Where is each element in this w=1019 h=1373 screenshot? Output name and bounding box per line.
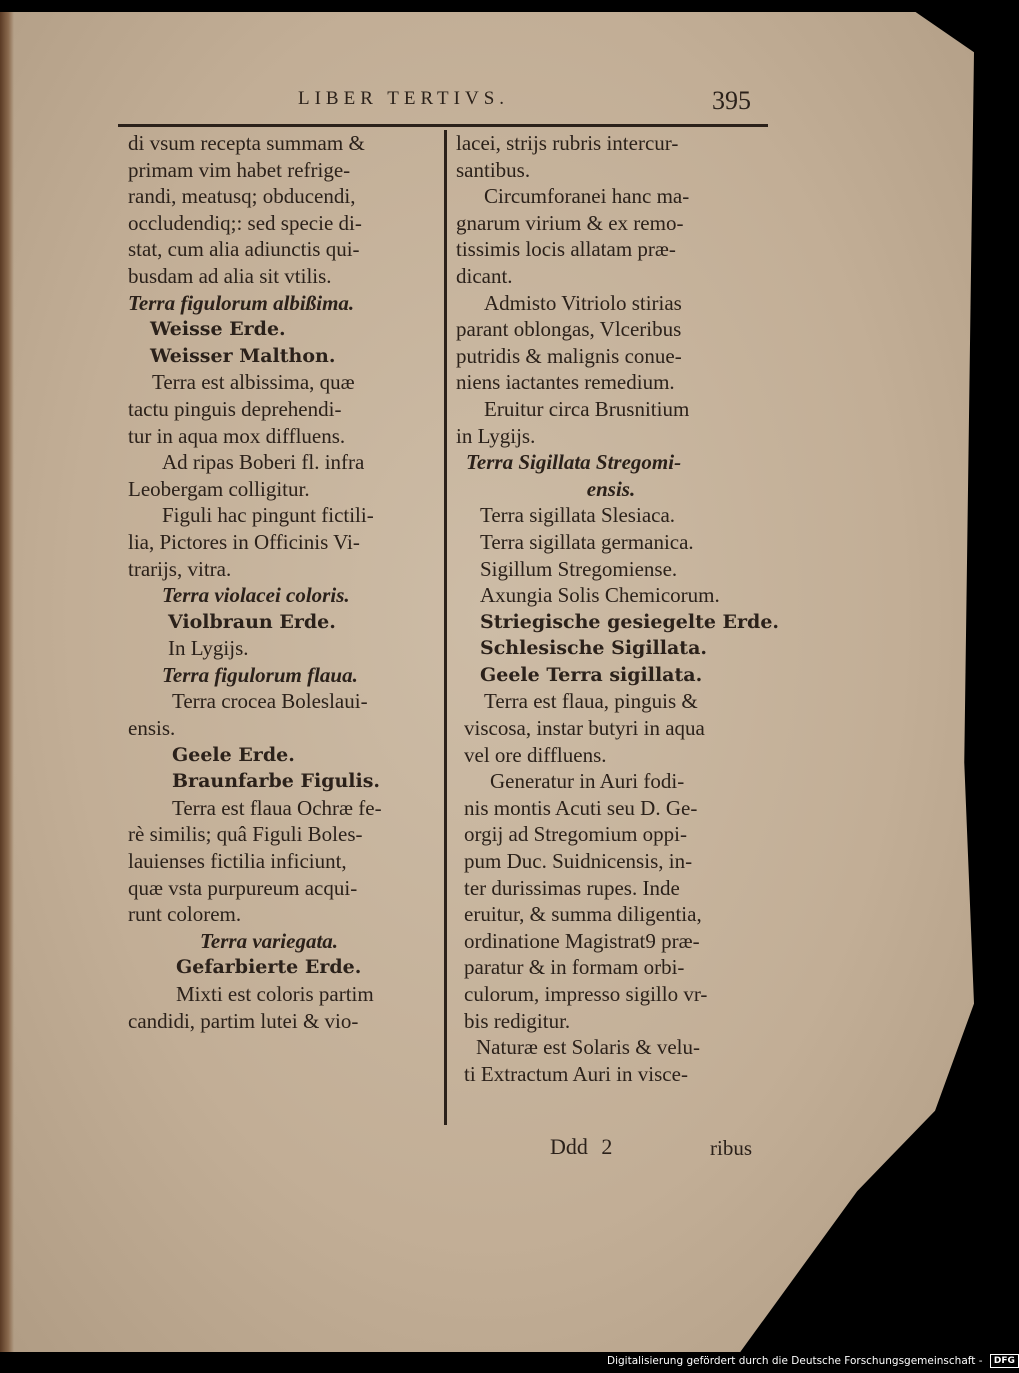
text-line: In Lygijs.	[168, 636, 249, 661]
text-line: randi, meatusq; obducendi,	[128, 184, 356, 209]
text-line: Leobergam colligitur.	[128, 476, 310, 501]
text-line: ensis.	[128, 716, 176, 741]
text-line: Terra est flaua Ochræ fe-	[172, 795, 382, 820]
section-heading: ensis.	[586, 476, 636, 501]
section-heading: Terra Sigillata Stregomi-	[466, 450, 682, 475]
german-name: Violbraun Erde.	[168, 610, 336, 633]
german-name: Weisser Malthon.	[150, 344, 336, 367]
text-line: lauienses fictilia inficiunt,	[128, 849, 347, 874]
text-line: runt colorem.	[128, 902, 242, 927]
text-line: lia, Pictores in Officinis Vi-	[128, 529, 360, 554]
text-line: busdam ad alia sit vtilis.	[128, 263, 332, 288]
text-line: pum Duc. Suidnicensis, in-	[464, 849, 693, 874]
signature-mark: Ddd 2	[550, 1134, 613, 1159]
text-line: Ad ripas Boberi fl. infra	[162, 450, 365, 475]
text-line: Eruitur circa Brusnitium	[484, 396, 690, 421]
funding-footer	[607, 1354, 1019, 1368]
text-line: gnarum virium & ex remo-	[456, 210, 684, 235]
text-line: santibus.	[456, 157, 531, 182]
header-rule	[118, 124, 768, 127]
german-name: Striegische gesiegelte Erde.	[480, 610, 780, 633]
funding-note: Digitalisierung gefördert durch die Deutsche Forschungsgemeinschaft -	[607, 1355, 983, 1367]
text-line: Circumforanei hanc ma-	[484, 184, 690, 209]
text-line: Naturæ est Solaris & velu-	[476, 1035, 700, 1060]
text-line: tissimis locis allatam præ-	[456, 237, 676, 262]
text-line: ordinatione Magistrat9 præ-	[464, 928, 700, 953]
text-line: bis redigitur.	[464, 1008, 571, 1033]
text-line: stat, cum alia adiunctis qui-	[128, 237, 360, 262]
text-line: tur in aqua mox diffluens.	[128, 423, 346, 448]
text-line: culorum, impresso sigillo vr-	[464, 982, 708, 1006]
text-line: di vsum recepta summam &	[128, 131, 365, 155]
dfg-logo-icon: DFG	[990, 1354, 1019, 1368]
text-line: ter durissimas rupes. Inde	[464, 875, 680, 900]
text-line: rè similis; quâ Figuli Boles-	[128, 822, 363, 847]
text-line: candidi, partim lutei & vio-	[128, 1008, 359, 1033]
text-line: tactu pinguis deprehendi-	[128, 396, 342, 421]
text-line: Mixti est coloris partim	[176, 982, 374, 1006]
text-line: eruitur, & summa diligentia,	[464, 902, 702, 927]
text-line: putridis & malignis conue-	[456, 343, 682, 368]
synonym-line: Sigillum Stregomiense.	[480, 556, 678, 581]
text-line: ti Extractum Auri in visce-	[464, 1061, 688, 1086]
running-head: LIBER TERTIVS.	[298, 88, 510, 109]
text-line: Admisto Vitriolo stirias	[484, 290, 682, 315]
text-line: Terra est albissima, quæ	[152, 370, 355, 395]
text-line: nis montis Acuti seu D. Ge-	[464, 795, 698, 820]
text-line: in Lygijs.	[456, 423, 536, 448]
german-name: Schlesische Sigillata.	[480, 637, 707, 660]
text-line: niens iactantes remedium.	[456, 370, 675, 395]
section-heading: Terra figulorum flaua.	[162, 662, 358, 687]
text-line: dicant.	[456, 263, 513, 288]
text-line: occludendiq;: sed specie di-	[128, 210, 362, 235]
page-number: 395	[712, 86, 751, 115]
text-line: trarijs, vitra.	[128, 556, 232, 581]
german-name: Geele Erde.	[172, 743, 295, 766]
text-line: paratur & in formam orbi-	[464, 955, 685, 980]
left-column	[128, 130, 448, 1034]
text-line: primam vim habet refrige-	[128, 157, 351, 182]
german-name: Geele Terra sigillata.	[480, 663, 703, 686]
text-line: parant oblongas, Vlceribus	[456, 317, 682, 342]
synonym-line: Axungia Solis Chemicorum.	[480, 583, 720, 608]
text-line: Terra est flaua, pinguis &	[484, 689, 698, 714]
text-line: orgij ad Stregomium oppi-	[464, 822, 688, 847]
text-line: lacei, strijs rubris intercur-	[456, 131, 679, 155]
section-heading: Terra variegata.	[200, 928, 339, 953]
synonym-line: Terra sigillata germanica.	[480, 529, 694, 554]
german-name: Weisse Erde.	[150, 318, 286, 341]
german-name: Gefarbierte Erde.	[176, 956, 362, 979]
page-binding-edge	[0, 12, 14, 1352]
section-heading: Terra figulorum albißima.	[128, 290, 355, 315]
text-line: Figuli hac pingunt fictili-	[162, 503, 374, 528]
text-line: vel ore diffluens.	[464, 742, 607, 767]
synonym-line: Terra sigillata Slesiaca.	[480, 503, 676, 528]
catchword: ribus	[710, 1136, 752, 1160]
right-column	[456, 130, 780, 1087]
text-line: Generatur in Auri fodi-	[490, 769, 685, 794]
section-heading: Terra violacei coloris.	[162, 583, 350, 608]
text-line: quæ vsta purpureum acqui-	[128, 875, 358, 900]
text-line: Terra crocea Boleslaui-	[172, 689, 368, 714]
german-name: Braunfarbe Figulis.	[172, 770, 381, 793]
text-line: viscosa, instar butyri in aqua	[464, 716, 705, 741]
